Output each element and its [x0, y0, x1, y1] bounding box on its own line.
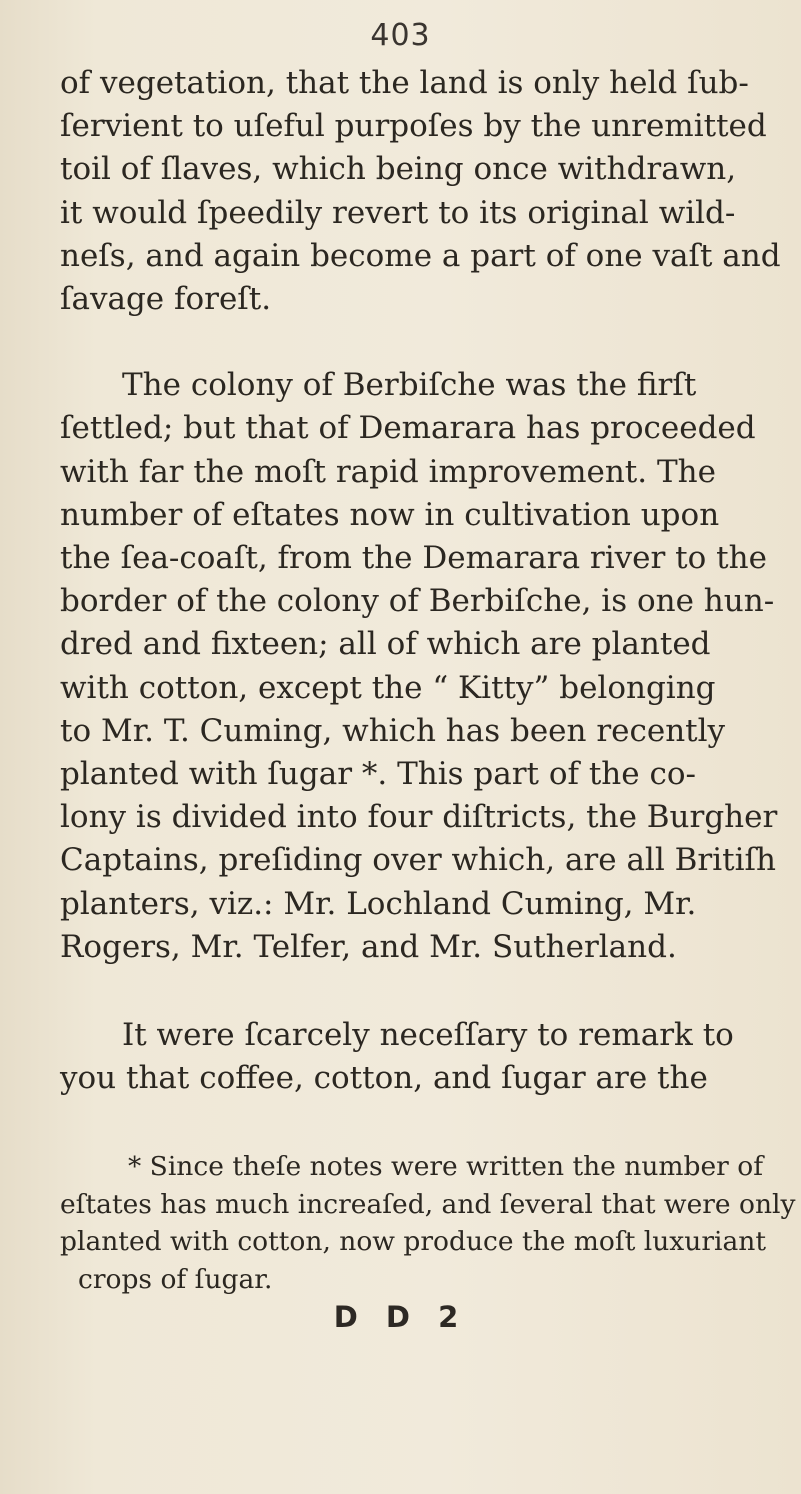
text-line: neſs, and again become a part of one vaſt and: [60, 237, 781, 274]
text-line: it would ſpeedily revert to its original wild-: [60, 194, 736, 231]
page-number: 403: [370, 18, 431, 53]
paragraph-2: [60, 364, 778, 969]
text-line: you that coffee, cotton, and ſugar are the: [60, 1060, 708, 1097]
footnote-line: planted with cotton, now produce the moſt luxuriant: [60, 1226, 766, 1257]
text-line: with cotton, except the “ Kitty” belonging: [60, 669, 716, 706]
text-line: toil of ſlaves, which being once withdrawn,: [60, 151, 737, 188]
text-line: Rogers, Mr. Telfer, and Mr. Sutherland.: [60, 928, 677, 965]
footnote-line: crops of ſugar.: [78, 1263, 273, 1295]
footnote: [60, 1148, 796, 1298]
text-line: dred and fixteen; all of which are planted: [60, 626, 711, 663]
text-line: It were ſcarcely neceſſary to remark to: [122, 1017, 734, 1054]
footnote-line: * Since theſe notes were written the number of: [128, 1151, 764, 1182]
text-line: the ſea-coaſt, from the Demarara river to the: [60, 540, 767, 577]
text-line: Captains, preſiding over which, are all Britiſh: [60, 842, 776, 879]
text-line: ſervient to uſeful purpoſes by the unremitted: [60, 108, 767, 145]
text-line: The colony of Berbiſche was the firſt: [122, 367, 697, 404]
footnote-line: eſtates has much increaſed, and ſeveral that were only: [60, 1188, 796, 1220]
main-text: [60, 62, 781, 1100]
signature-mark: D D 2: [333, 1300, 468, 1334]
text-line: number of eſtates now in cultivation upon: [60, 496, 720, 533]
text-line: planters, viz.: Mr. Lochland Cuming, Mr.: [60, 885, 697, 922]
paragraph-3: [60, 1014, 760, 1100]
text-line: of vegetation, that the land is only held ſub-: [60, 65, 749, 101]
text-line: border of the colony of Berbiſche, is one hun-: [60, 583, 775, 620]
paragraph-1: [60, 62, 781, 321]
text-line: ſavage foreſt.: [60, 281, 272, 318]
text-line: lony is divided into four diſtricts, the Burgher: [60, 799, 778, 836]
text-line: with far the moſt rapid improvement. The: [60, 453, 716, 490]
text-line: to Mr. T. Cuming, which has been recently: [60, 712, 726, 749]
text-line: planted with ſugar *. This part of the co-: [60, 756, 696, 793]
text-line: ſettled; but that of Demarara has proceeded: [60, 410, 756, 447]
